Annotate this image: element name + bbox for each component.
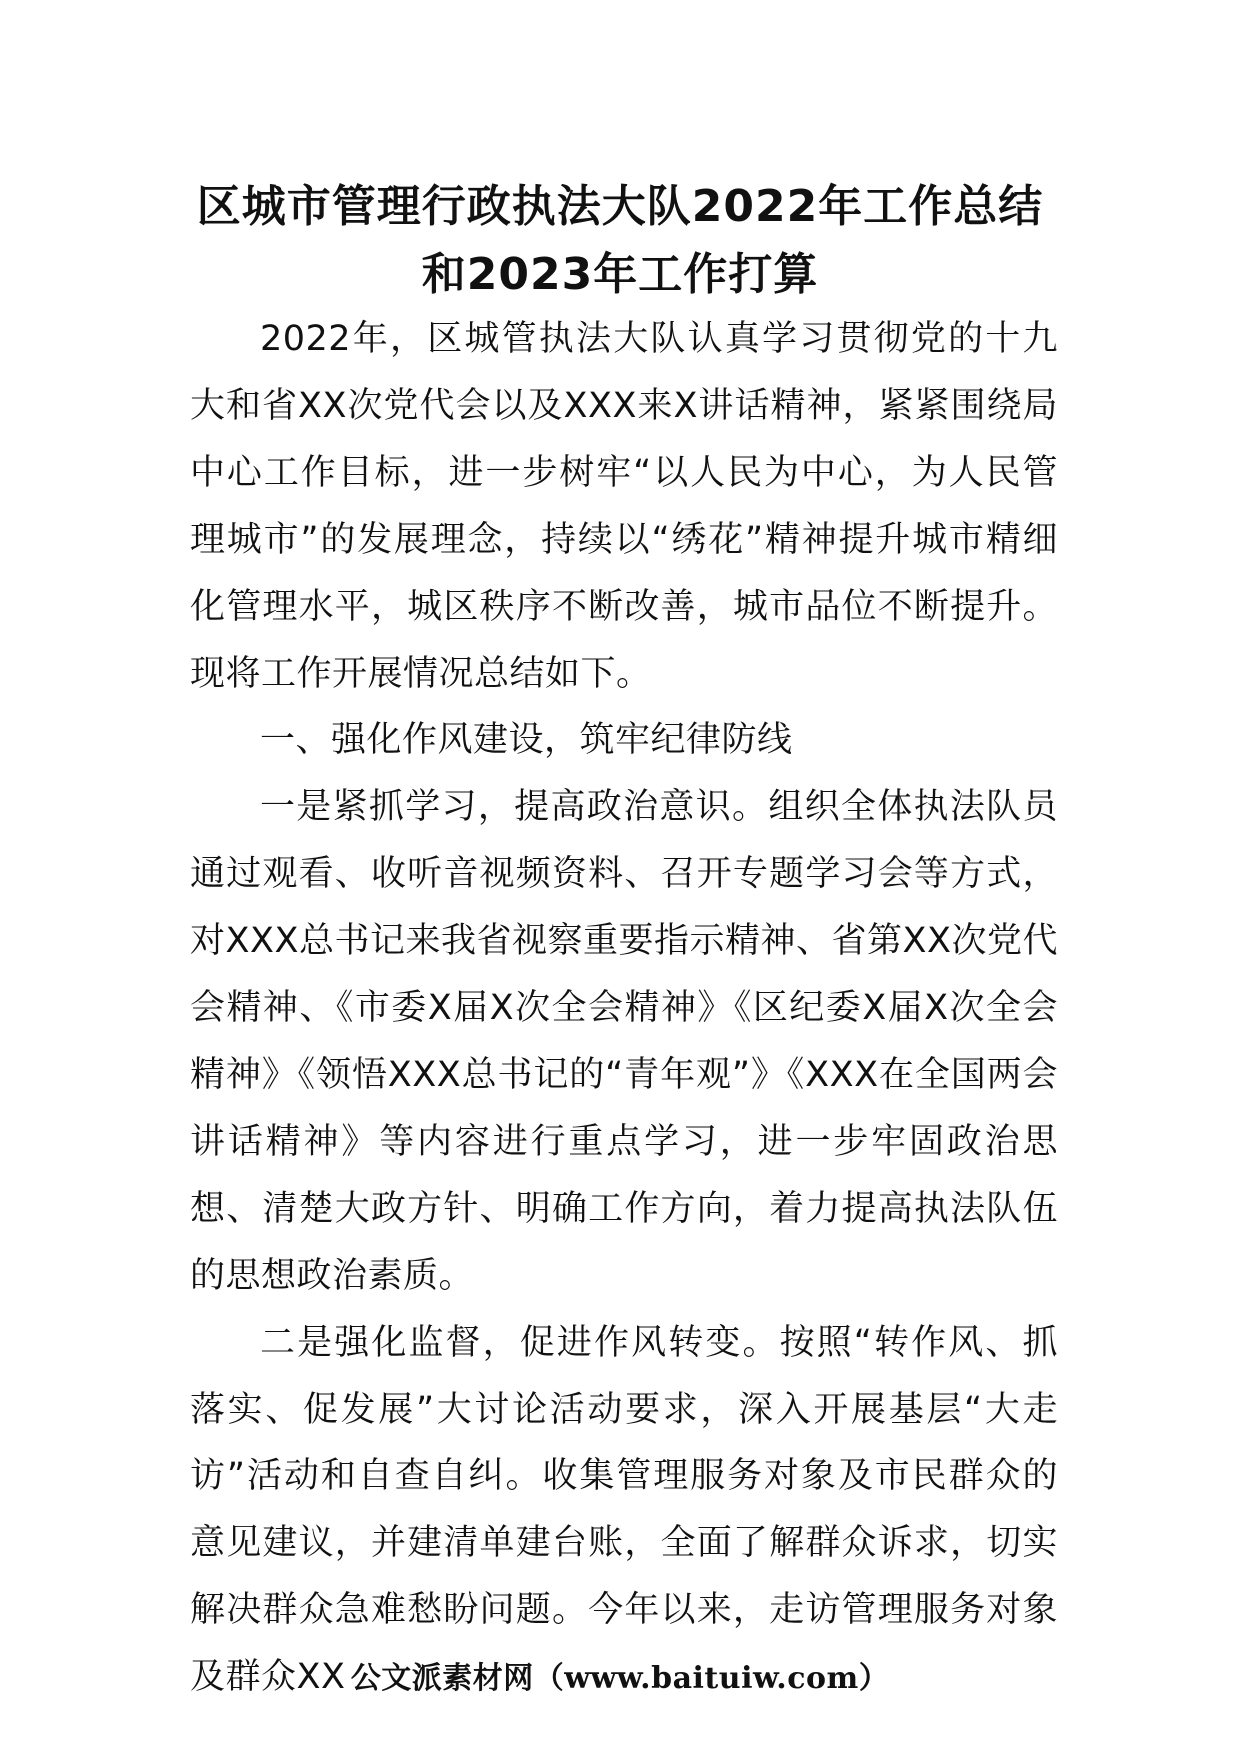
paragraph-study: 一是紧抓学习，提高政治意识。组织全体执法队员通过观看、收听音视频资料、召开专题学习会等方式，对XXX总书记来我省视察重要指示精神、省第XX次党代会精神、《市委X届X次全会精神》《区纪委X届X次全会精神》《领悟XXX总书记的“青年观”》《XXX在全国两会讲话精神》等内容进行重点学习，进一步牢固政治思想、清楚大政方针、明确工作方向，着力提高执法队伍的思想政治素质。 (190, 787, 1058, 1296)
paragraph-supervision: 二是强化监督，促进作风转变。按照“转作风、抓落实、促发展”大讨论活动要求，深入开展基层“大走访”活动和自查自纠。收集管理服务对象及市民群众的意见建议，并建清单建台账，全面了解群众诉求，切实解决群众急难愁盼问题。今年以来，走访管理服务对象及群众XX (190, 1322, 1058, 1698)
document-title-line-1: 区城市管理行政执法大队2022年工作总结 (196, 181, 1044, 232)
document-title-line-2: 和2023年工作打算 (421, 249, 819, 300)
section-heading-1: 一、强化作风建设，筑牢纪律防线 (260, 720, 793, 761)
document-body (190, 306, 1058, 1711)
source-footer: 公文派素材网（www.baituiw.com） (350, 1661, 890, 1696)
intro-paragraph: 2022年，区城管执法大队认真学习贯彻党的十九大和省XX次党代会以及XXX来X讲话精神，紧紧围绕局中心工作目标，进一步树牢“以人民为中心，为人民管理城市”的发展理念，持续以“绣花”精神提升城市精细化管理水平，城区秩序不断改善，城市品位不断提升。现将工作开展情况总结如下。 (190, 319, 1058, 694)
